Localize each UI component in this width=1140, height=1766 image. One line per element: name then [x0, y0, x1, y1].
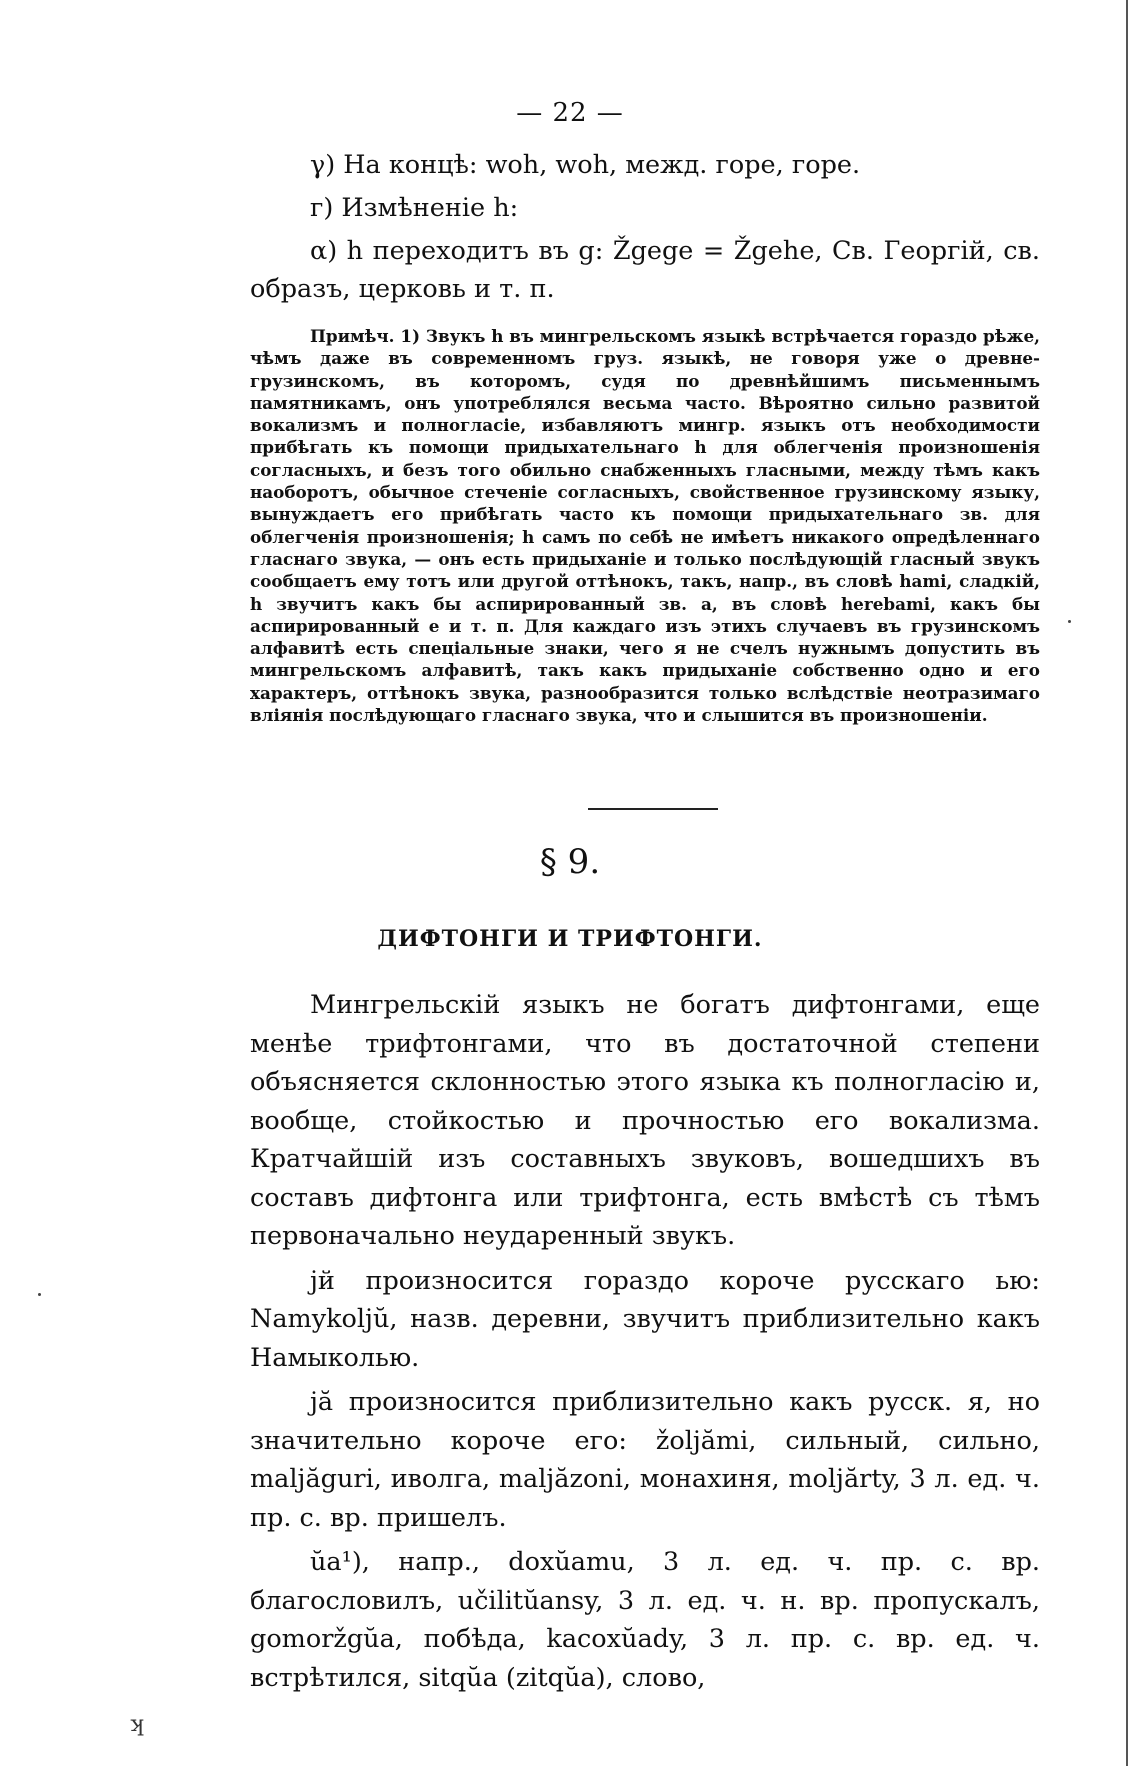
paragraph-3: jă произносится приблизительно какъ русск. я, но значительно короче его: žoljămi, сильный, сильно, maljăguri, иволга, maljăzoni, монахиня, moljărty, 3 л. ед. ч. пр. с. вр. пришелъ.	[250, 1387, 1040, 1533]
main-text	[250, 986, 1040, 1703]
paragraph-4: ŭa¹), напр., doxŭamu, 3 л. ед. ч. пр. с. вр. благословилъ, učilitŭansy, 3 л. ед. ч. н. вр. пропускалъ, gomoržgŭa, побѣда, kacoxŭady, 3 л. пр. с. вр. ед. ч. встрѣтился, sitqŭa (zitqŭa), слово,	[250, 1547, 1040, 1693]
corner-mark: ʞ	[130, 1712, 144, 1737]
line-g: г) Измѣненіе h:	[310, 193, 519, 223]
speck	[38, 1293, 41, 1296]
section-number: § 9.	[539, 842, 601, 882]
line-alpha: α) h переходитъ въ g: Žgege = Žgehe, Св. Георгій, св. образъ, церковь и т. п.	[250, 236, 1040, 304]
section-heading: ДИФТОНГИ И ТРИФТОНГИ.	[377, 926, 763, 952]
top-section	[250, 146, 1040, 308]
footnote-paragraph: Примѣч. 1) Звукъ h въ мингрельскомъ языкѣ встрѣчается гораздо рѣже, чѣмъ даже въ современномъ груз. языкѣ, не говоря уже о древне-грузинскомъ, въ которомъ, судя по древнѣйшимъ письменнымъ памятникамъ, онъ употреблялся весьма часто. Вѣроятно сильно развитой вокализмъ и полногласіе, избавляютъ мингр. языкъ отъ необходимости прибѣгать къ помощи придыхательнаго h для облегченія произношенія согласныхъ, и безъ того обильно снабженныхъ гласными, между тѣмъ какъ наоборотъ, обычное стеченіе согласныхъ, свойственное грузинскому языку, вынуждаетъ его прибѣгать часто къ помощи придыхательнаго зв. для облегченія произношенія; h самъ по себѣ не имѣетъ никакого опредѣленнаго гласнаго звука, — онъ есть придыханіе и только послѣдующій гласный звукъ сообщаетъ ему тотъ или другой оттѣнокъ, такъ, напр., въ словѣ hami, сладкій, h звучитъ какъ бы аспирированный зв. a, въ словѣ herebami, какъ бы аспирированный e и т. п. Для каждаго изъ этихъ случаевъ въ грузинскомъ алфавитѣ есть спеціальные знаки, чего я не счелъ нужнымъ допустить въ мингрельскомъ алфавитѣ, такъ какъ придыханіе собственно одно и его характеръ, оттѣнокъ звука, разнообразится только вслѣдствіе неотразимаго вліянія послѣдующаго гласнаго звука, что и слышится въ произношеніи.	[250, 326, 1040, 726]
section-divider	[588, 808, 718, 810]
speck	[1068, 620, 1071, 623]
line-gamma: γ) На концѣ: woh, woh, межд. горе, горе.	[310, 150, 861, 180]
paragraph-2: jй произносится гораздо короче русскаго ью: Namykoljŭ, назв. деревни, звучитъ приблизительно какъ Намыколью.	[250, 1265, 1040, 1373]
paragraph-1: Мингрельскій языкъ не богатъ дифтонгами, еще менѣе трифтонгами, что въ достаточной степени объясняется склонностью этого языка къ полногласію и, вообще, стойкостью и прочностью его вокализма. Кратчайшій изъ составныхъ звуковъ, вошедшихъ въ составъ дифтонга или трифтонга, есть вмѣстѣ съ тѣмъ первоначально неударенный звукъ.	[250, 990, 1040, 1251]
page-number: — 22 —	[516, 98, 624, 128]
page-edge-line	[1126, 0, 1128, 1766]
